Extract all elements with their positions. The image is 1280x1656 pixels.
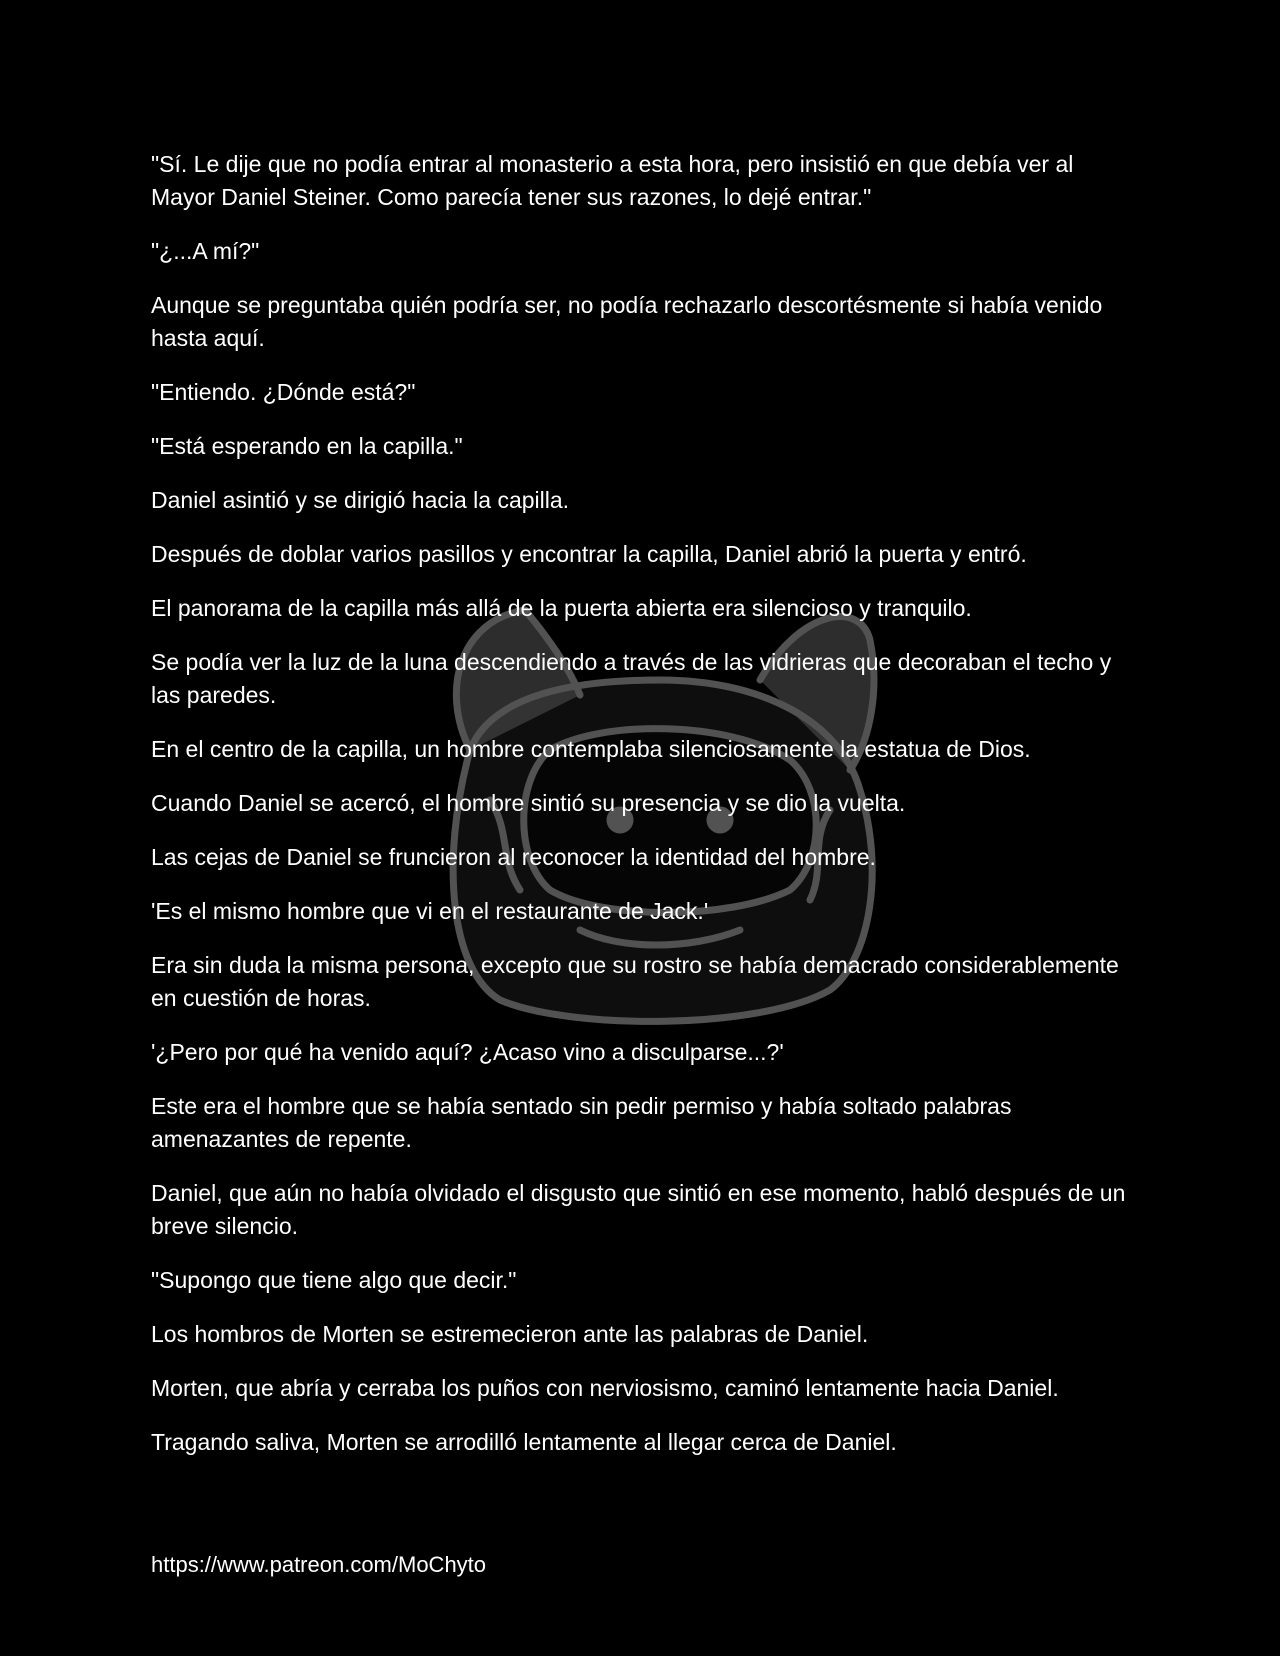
paragraph: Daniel, que aún no había olvidado el disgusto que sintió en ese momento, habló después de un breve silencio. (151, 1180, 1126, 1239)
paragraph: Se podía ver la luz de la luna descendiendo a través de las vidrieras que decoraban el techo y las paredes. (151, 649, 1112, 708)
paragraph: Después de doblar varios pasillos y encontrar la capilla, Daniel abrió la puerta y entró. (151, 541, 1027, 567)
paragraph: Daniel asintió y se dirigió hacia la capilla. (151, 487, 570, 513)
paragraph: '¿Pero por qué ha venido aquí? ¿Acaso vino a disculparse...?' (151, 1039, 784, 1065)
paragraph: Los hombros de Morten se estremecieron ante las palabras de Daniel. (151, 1321, 869, 1347)
document-body (151, 148, 1131, 1480)
paragraph: Morten, que abría y cerraba los puños con nerviosismo, caminó lentamente hacia Daniel. (151, 1375, 1059, 1401)
paragraph: Aunque se preguntaba quién podría ser, no podía rechazarlo descortésmente si había venido hasta aquí. (151, 292, 1103, 351)
patreon-link[interactable]: https://www.patreon.com/MoChyto (151, 1552, 487, 1577)
paragraph: Tragando saliva, Morten se arrodilló lentamente al llegar cerca de Daniel. (151, 1429, 897, 1455)
paragraph: 'Es el mismo hombre que vi en el restaurante de Jack.' (151, 898, 709, 924)
paragraph: El panorama de la capilla más allá de la puerta abierta era silencioso y tranquilo. (151, 595, 972, 621)
paragraph: "¿...A mí?" (151, 238, 260, 264)
paragraph: Este era el hombre que se había sentado sin pedir permiso y había soltado palabras amenazantes de repente. (151, 1093, 1012, 1152)
paragraph: "Está esperando en la capilla." (151, 433, 463, 459)
paragraph: Cuando Daniel se acercó, el hombre sintió su presencia y se dio la vuelta. (151, 790, 906, 816)
paragraph: "Entiendo. ¿Dónde está?" (151, 379, 416, 405)
paragraph: Las cejas de Daniel se fruncieron al reconocer la identidad del hombre. (151, 844, 876, 870)
paragraph: "Supongo que tiene algo que decir." (151, 1267, 517, 1293)
paragraph: "Sí. Le dije que no podía entrar al monasterio a esta hora, pero insistió en que debía ver al Mayor Daniel Steiner. Como parecía tener sus razones, lo dejé entrar." (151, 151, 1074, 210)
paragraph: En el centro de la capilla, un hombre contemplaba silenciosamente la estatua de Dios. (151, 736, 1031, 762)
paragraph: Era sin duda la misma persona, excepto que su rostro se había demacrado considerablemente en cuestión de horas. (151, 952, 1119, 1011)
